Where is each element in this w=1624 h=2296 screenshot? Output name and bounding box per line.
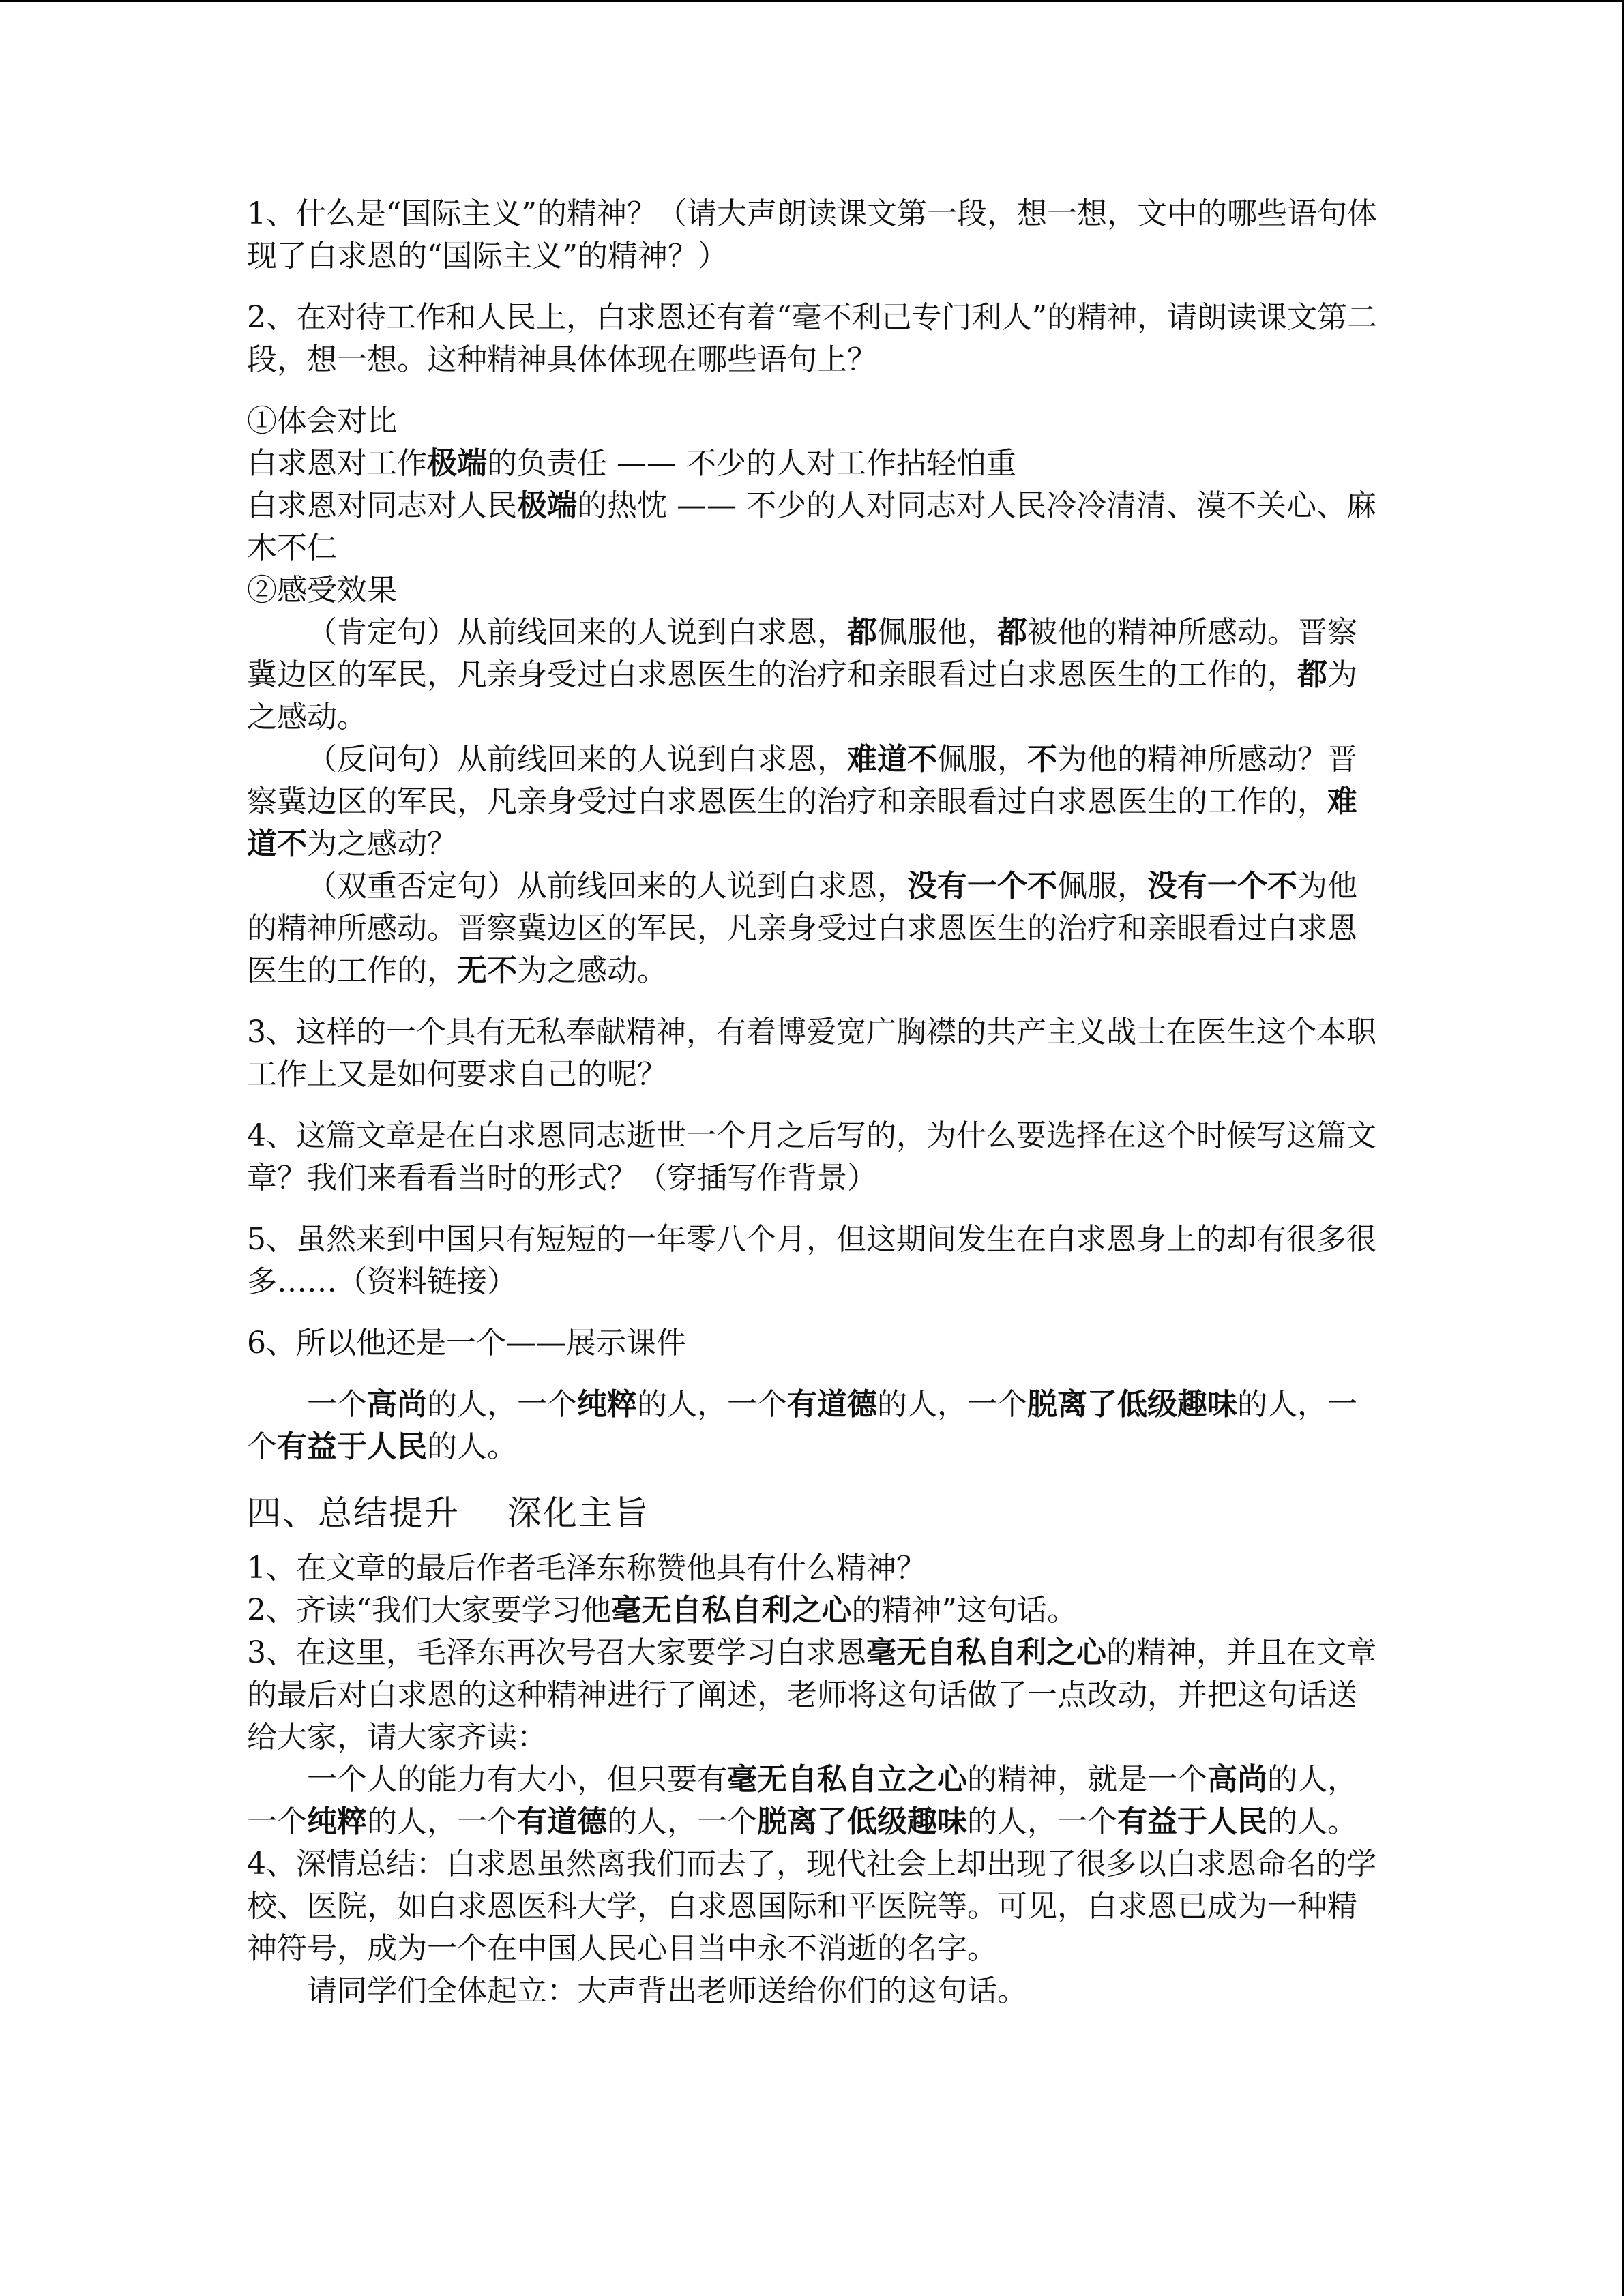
effect-title: ②感受效果: [247, 573, 397, 608]
text-run: （反问句）从前线回来的人说到白求恩，: [307, 742, 847, 777]
emphasis: 极端: [427, 446, 487, 481]
emphasis: 有益于人民: [277, 1429, 427, 1464]
affirmative-sentence: [247, 612, 1379, 739]
text-run: 的人，一个: [877, 1387, 1027, 1422]
emphasis: 极端: [517, 488, 577, 523]
text-run: 为他的精神所感动。晋察冀边区的军民，凡亲身受过白求恩医生的治疗和亲眼看过白求恩医生的工作的，: [247, 869, 1357, 988]
summary-paragraph: [247, 1384, 1379, 1468]
question-3: 3、这样的一个具有无私奉献精神，有着博爱宽广胸襟的共产主义战士在医生这个本职工作上又是如何要求自己的呢？: [247, 1015, 1376, 1092]
document-body: [247, 193, 1379, 2012]
text-run: 的人，一个: [247, 1762, 1357, 1839]
emphasis: 都: [847, 615, 877, 650]
emphasis: 毫无自私自利之心: [866, 1635, 1106, 1670]
contrast-line-1: [247, 443, 1379, 485]
text-run: 一个人的能力有大小，但只要有: [307, 1762, 727, 1797]
heading-sub: 深化主旨: [507, 1493, 649, 1533]
emphasis: 没有一个不: [1147, 869, 1297, 904]
text-run: 的精神，并且在文章的最后对白求恩的这种精神进行了阐述，老师将这句话做了一点改动，并把这句话送给大家，请大家齐读：: [247, 1635, 1376, 1755]
question-6: 6、所以他还是一个——展示课件: [247, 1326, 686, 1360]
text-run: 2、齐读“我们大家要学习他: [247, 1593, 612, 1628]
text-run: 的精神，就是一个: [967, 1762, 1207, 1797]
rhetorical-sentence: [247, 739, 1379, 865]
emphasis: 纯粹: [577, 1387, 637, 1422]
summary-point-4: 4、深情总结：白求恩虽然离我们而去了，现代社会上却出现了很多以白求恩命名的学校、医院，如白求恩医科大学，白求恩国际和平医院等。可见，白求恩已成为一种精神符号，成为一个在中国人民心目当中永不消逝的名字。: [247, 1847, 1376, 1966]
question-2: 2、在对待工作和人民上，白求恩还有着“毫不利己专门利人”的精神，请朗读课文第二段，想一想。这种精神具体体现在哪些语句上？: [247, 300, 1377, 377]
emphasis: 无不: [457, 953, 517, 988]
text-run: 3、在这里，毛泽东再次号召大家要学习白求恩: [247, 1635, 866, 1670]
question-5: 5、虽然来到中国只有短短的一年零八个月，但这期间发生在白求恩身上的却有很多很多……（资料链接）: [247, 1222, 1376, 1299]
text-run: 的人，一个: [967, 1804, 1117, 1839]
text-run: 白求恩对同志对人民: [247, 488, 517, 523]
text-run: 一个: [307, 1387, 367, 1422]
quote-paragraph: [247, 1759, 1379, 1843]
text-run: 被他的精神所感动。晋察冀边区的军民，凡亲身受过白求恩医生的治疗和亲眼看过白求恩医生的工作的，: [247, 615, 1357, 692]
emphasis: 有道德: [517, 1804, 607, 1839]
closing-instruction: 请同学们全体起立：大声背出老师送给你们的这句话。: [307, 1973, 1027, 2008]
question-4: 4、这篇文章是在白求恩同志逝世一个月之后写的，为什么要选择在这个时候写这篇文章？我们来看看当时的形式？（穿插写作背景）: [247, 1118, 1376, 1195]
summary-point-1: 1、在文章的最后作者毛泽东称赞他具有什么精神？: [247, 1551, 926, 1585]
emphasis: 没有一个不: [907, 869, 1057, 904]
text-run: 为之感动？: [307, 826, 457, 861]
emphasis: 难道不: [847, 742, 937, 777]
emphasis: 难道不: [247, 784, 1357, 861]
heading-main: 四、总结提升: [247, 1493, 460, 1533]
text-run: 的热忱 —— 不少的人对同志对人民冷冷清清、漠不关心、麻木不仁: [247, 488, 1376, 565]
emphasis: 脱离了低级趣味: [1027, 1387, 1237, 1422]
text-run: 的精神”这句话。: [851, 1593, 1077, 1628]
emphasis: 都: [1297, 657, 1327, 692]
text-run: 的人，一个: [427, 1387, 577, 1422]
text-run: （双重否定句）从前线回来的人说到白求恩，: [307, 869, 907, 904]
emphasis: 毫无自私自利之心: [611, 1593, 852, 1628]
text-run: 的人，一个: [607, 1804, 757, 1839]
text-run: 的负责任 —— 不少的人对工作拈轻怕重: [487, 446, 1016, 481]
text-run: 的人，一个: [247, 1387, 1357, 1464]
emphasis: 高尚: [367, 1387, 427, 1422]
text-run: 为之感动。: [247, 657, 1357, 734]
emphasis: 毫无自私自立之心: [727, 1762, 967, 1797]
contrast-line-2: [247, 485, 1379, 569]
text-run: 佩服，: [1057, 869, 1147, 904]
text-run: 为他的精神所感动？晋察冀边区的军民，凡亲身受过白求恩医生的治疗和亲眼看过白求恩医生的工作的，: [247, 742, 1357, 819]
contrast-title: ①体会对比: [247, 404, 397, 438]
emphasis: 有道德: [787, 1387, 877, 1422]
text-run: 的人。: [427, 1429, 517, 1464]
double-negative-sentence: [247, 865, 1379, 992]
emphasis: 纯粹: [307, 1804, 367, 1839]
text-run: 佩服，: [937, 742, 1027, 777]
emphasis: 脱离了低级趣味: [757, 1804, 967, 1839]
text-run: （肯定句）从前线回来的人说到白求恩，: [307, 615, 847, 650]
text-run: 白求恩对工作: [247, 446, 427, 481]
question-1: 1、什么是“国际主义”的精神？（请大声朗读课文第一段，想一想，文中的哪些语句体现了白求恩的“国际主义”的精神？）: [247, 196, 1377, 273]
text-run: 的人，一个: [367, 1804, 517, 1839]
text-run: 的人，一个: [637, 1387, 787, 1422]
emphasis: 有益于人民: [1117, 1804, 1267, 1839]
summary-point-2: [247, 1590, 1379, 1632]
summary-point-3: [247, 1632, 1379, 1759]
emphasis: 都: [997, 615, 1027, 650]
emphasis: 不: [1027, 742, 1057, 777]
emphasis: 高尚: [1207, 1762, 1267, 1797]
text-run: 的人。: [1267, 1804, 1357, 1839]
text-run: 佩服他，: [877, 615, 997, 650]
section-heading: [247, 1486, 1379, 1540]
text-run: 为之感动。: [517, 953, 667, 988]
